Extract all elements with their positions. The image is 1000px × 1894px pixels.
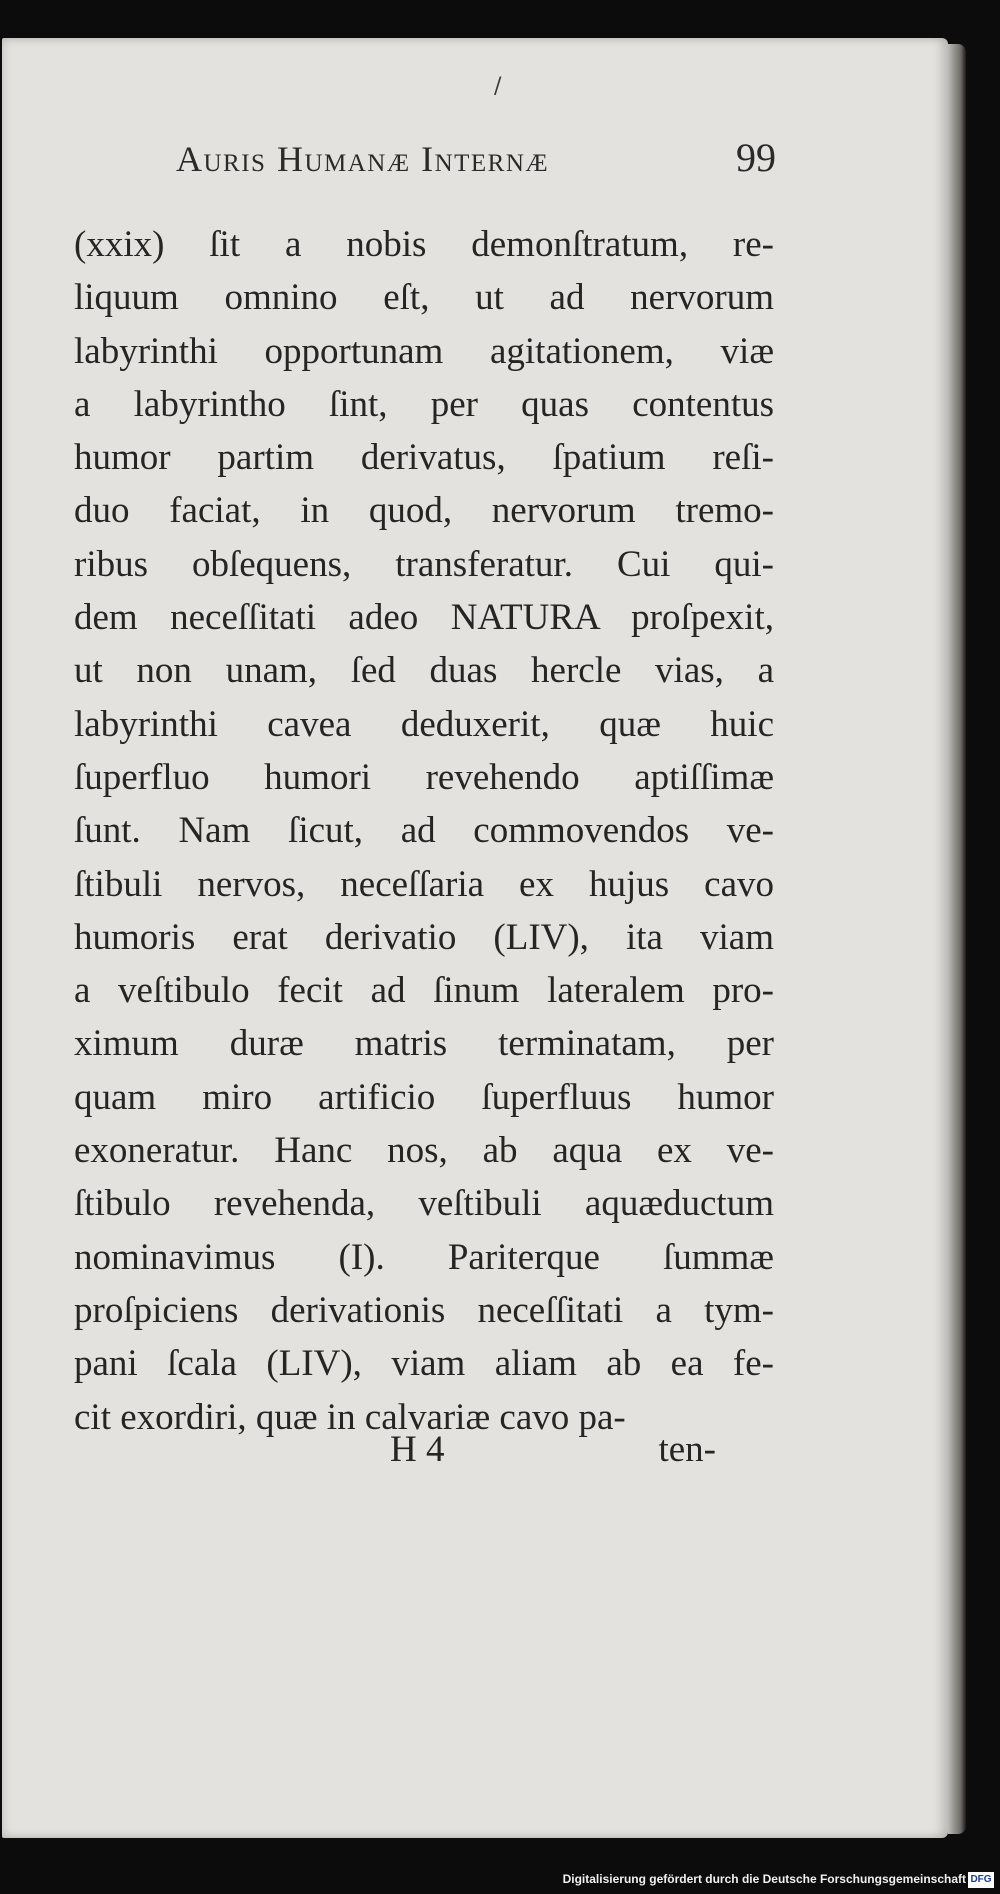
- dfg-logo: DFG: [968, 1872, 994, 1888]
- text-line: ſtibuli nervos, neceſſaria ex hujus cavo: [74, 863, 774, 905]
- text-line: labyrinthi opportunam agitationem, viæ: [74, 330, 774, 372]
- text-line: dem neceſſitati adeo NATURA proſpexit,: [74, 597, 774, 639]
- text-line: duo faciat, in quod, nervorum tremo-: [74, 490, 774, 532]
- page-edge: [948, 44, 966, 1834]
- text-line: cit exordiri, quæ in calvariæ cavo pa-: [74, 1396, 626, 1438]
- catchword: ten-: [658, 1429, 716, 1470]
- text-line: (xxix) ſit a nobis demonſtratum, re-: [74, 224, 774, 265]
- text-line: a veſtibulo fecit ad ſinum lateralem pro-: [74, 970, 774, 1012]
- text-line: proſpiciens derivationis neceſſitati a tym-: [74, 1289, 774, 1331]
- running-header: [176, 135, 776, 188]
- text-line: ſunt. Nam ſicut, ad commovendos ve-: [74, 810, 774, 852]
- page-footer: [380, 1428, 716, 1478]
- running-title: Auris Humanæ Internæ: [176, 139, 550, 179]
- text-line: ſuperfluo humori revehendo aptiſſimæ: [74, 756, 774, 798]
- body-text: [74, 218, 774, 1444]
- text-line: exoneratur. Hanc nos, ab aqua ex ve-: [74, 1130, 774, 1172]
- digitization-credit: Digitalisierung gefördert durch die Deutsche Forschungsgemeinschaft: [562, 1872, 966, 1886]
- text-line: pani ſcala (LIV), viam aliam ab ea fe-: [74, 1343, 774, 1385]
- page-number: 99: [736, 135, 776, 180]
- text-line: quam miro artificio ſuperfluus humor: [74, 1076, 774, 1118]
- text-line: ut non unam, ſed duas hercle vias, a: [74, 650, 774, 692]
- text-line: a labyrintho ſint, per quas contentus: [74, 383, 774, 425]
- text-line: humor partim derivatus, ſpatium reſi-: [74, 437, 774, 479]
- text-line: labyrinthi cavea deduxerit, quæ huic: [74, 703, 774, 745]
- text-line: ximum duræ matris terminatam, per: [74, 1023, 774, 1065]
- tick-mark: /: [494, 74, 502, 99]
- signature-mark: H 4: [390, 1429, 445, 1470]
- text-line: humoris erat derivatio (LIV), ita viam: [74, 916, 774, 958]
- text-line: liquum omnino eſt, ut ad nervorum: [74, 277, 774, 319]
- text-line: ſtibulo revehenda, veſtibuli aquæductum: [74, 1183, 774, 1225]
- text-line: nominavimus (I). Pariterque ſummæ: [74, 1236, 774, 1278]
- text-line: ribus obſequens, transferatur. Cui qui-: [74, 543, 774, 585]
